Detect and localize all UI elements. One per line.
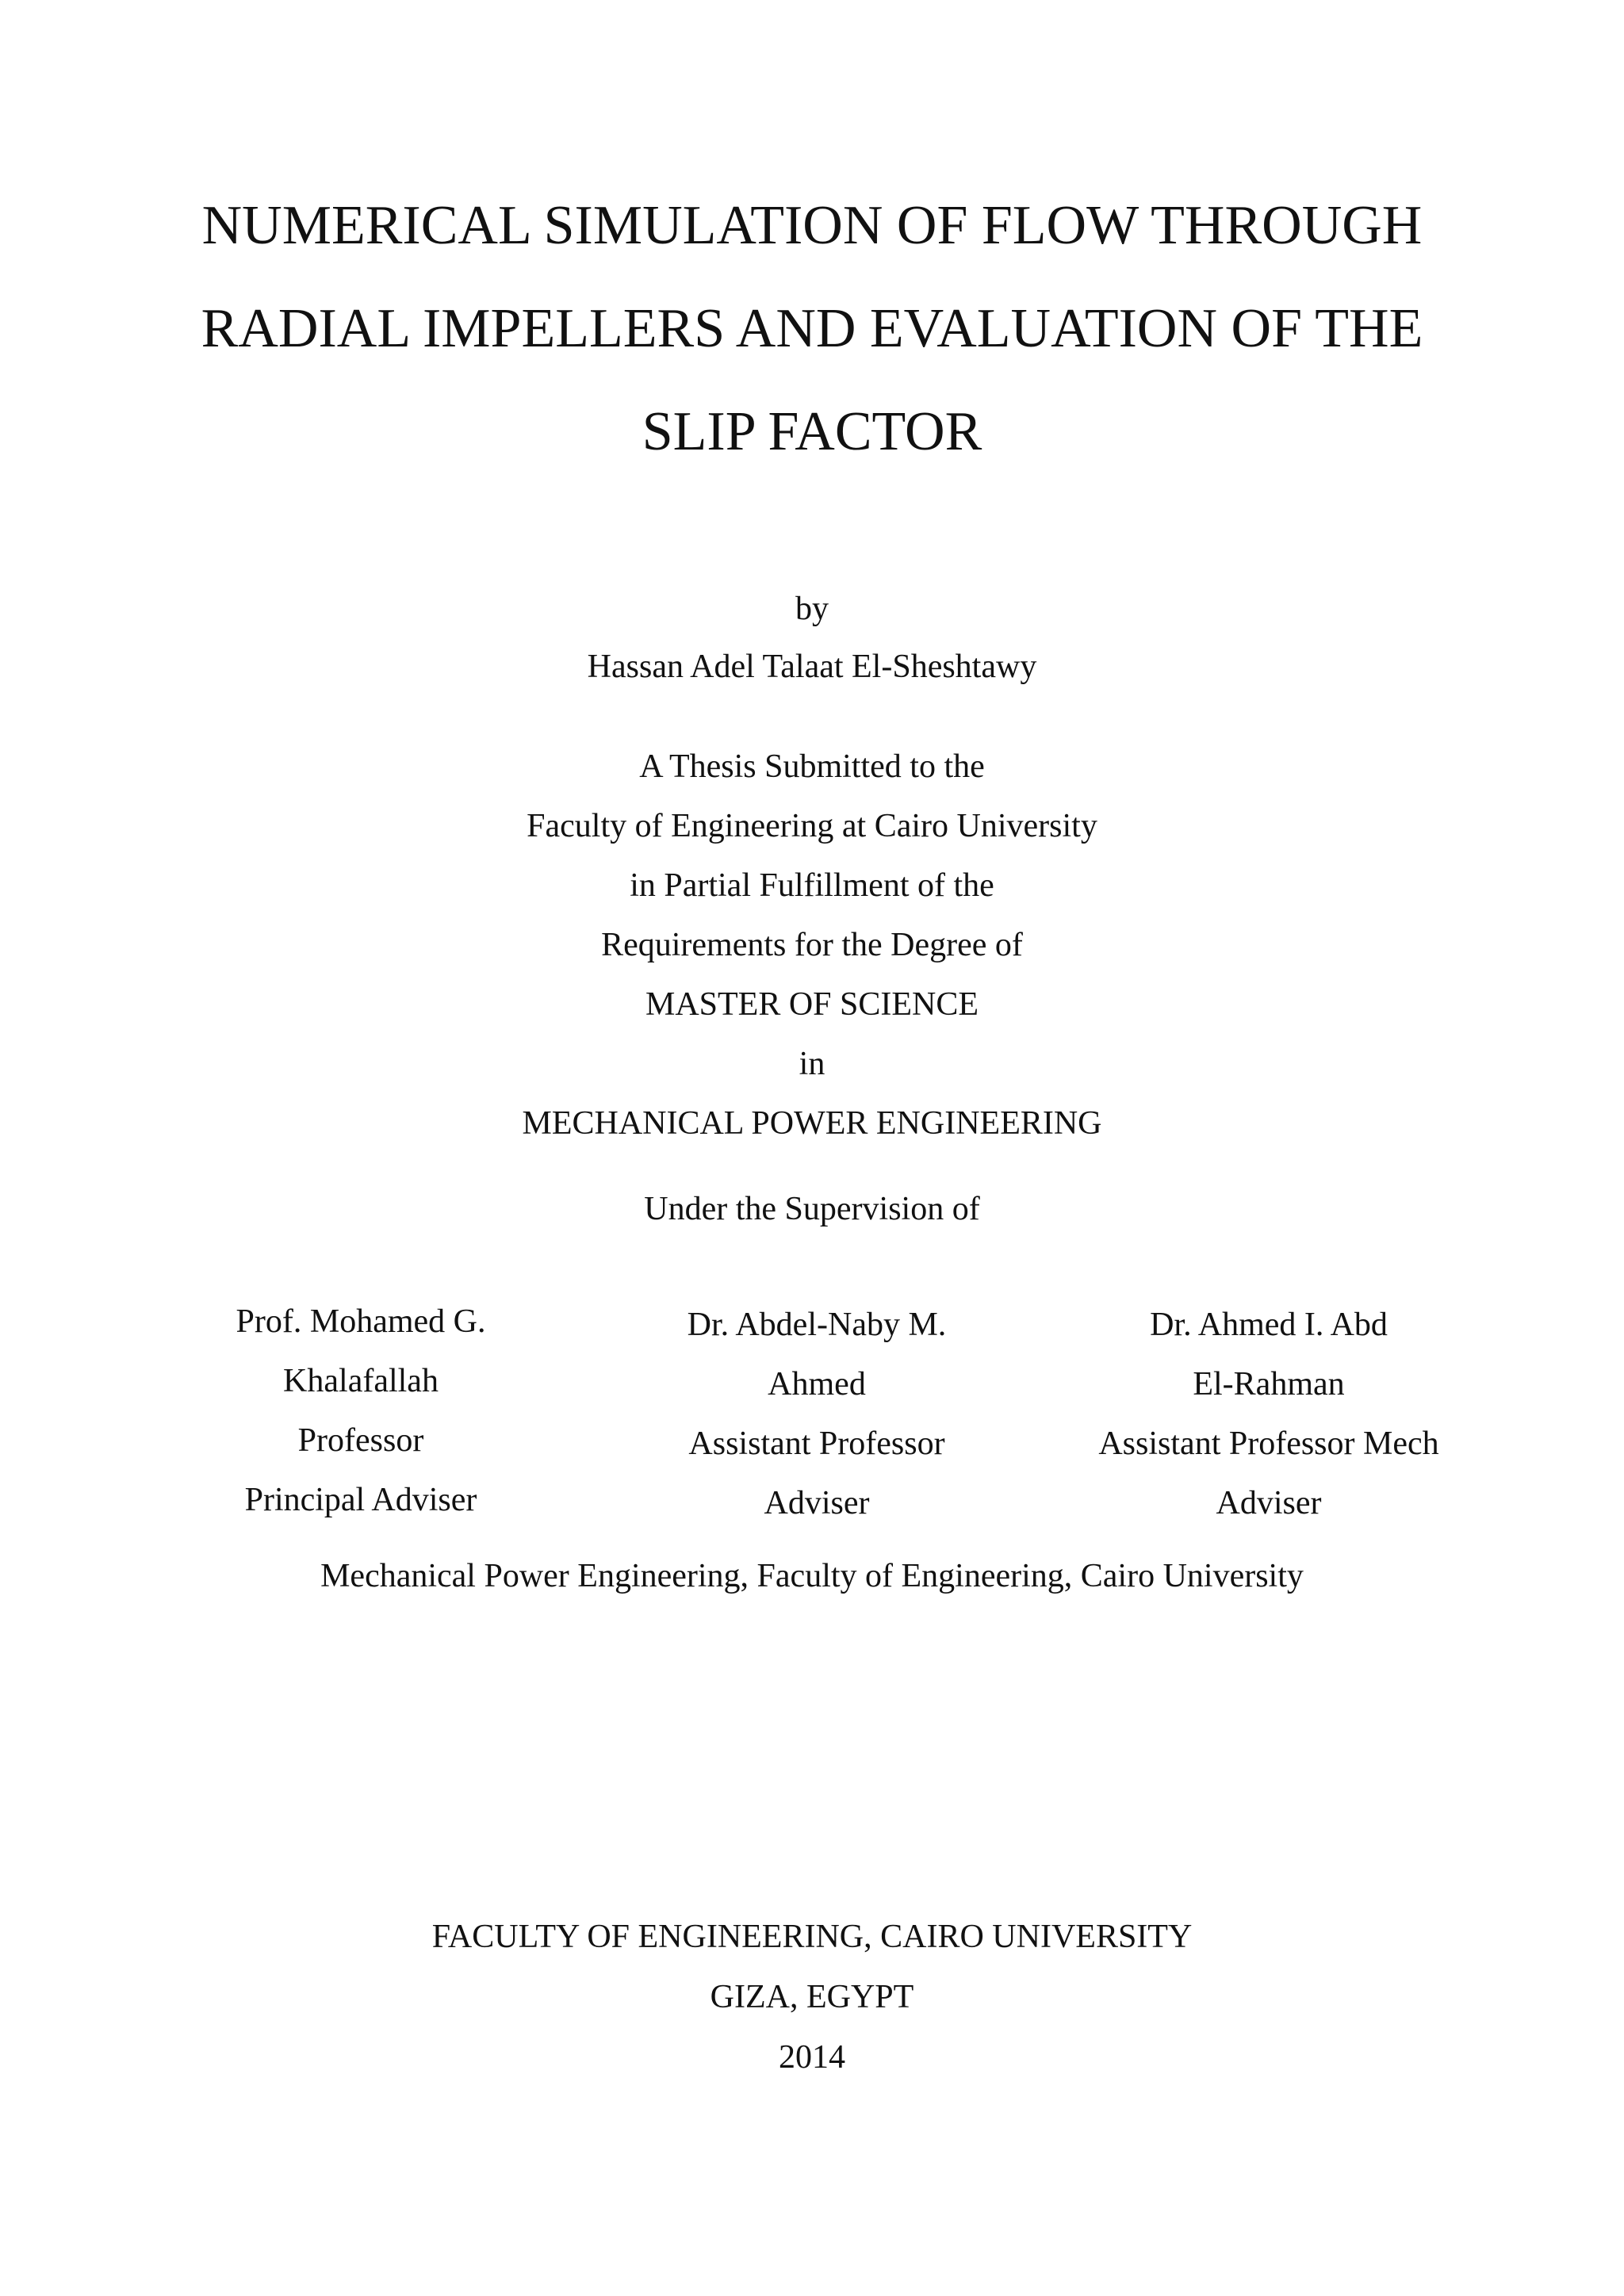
adviser-position: Professor	[297, 1422, 424, 1459]
adviser-name: Prof. Mohamed G.	[236, 1303, 486, 1340]
submission-line-1: A Thesis Submitted to the	[639, 748, 985, 785]
thesis-title-line-3: SLIP FACTOR	[642, 401, 982, 462]
adviser-position: Assistant Professor Mech	[1098, 1425, 1439, 1462]
by-label: by	[795, 591, 829, 627]
submission-line-6: in	[799, 1046, 825, 1082]
advisers-row	[0, 1292, 1624, 1530]
adviser-name-cont: Khalafallah	[283, 1363, 439, 1399]
adviser-position: Assistant Professor	[688, 1425, 945, 1462]
degree-name: MASTER OF SCIENCE	[645, 986, 979, 1023]
publication-year: 2014	[779, 2039, 845, 2076]
adviser-card-3	[1071, 1295, 1467, 1533]
institution-location: GIZA, EGYPT	[710, 1979, 914, 2015]
submission-line-4: Requirements for the Degree of	[601, 927, 1023, 963]
department-line: Mechanical Power Engineering, Faculty of Engineering, Cairo University	[320, 1558, 1304, 1594]
adviser-role: Principal Adviser	[244, 1482, 477, 1518]
degree-field: MECHANICAL POWER ENGINEERING	[522, 1105, 1102, 1142]
thesis-title	[111, 174, 1513, 484]
thesis-title-line-2: RADIAL IMPELLERS AND EVALUATION OF THE	[201, 298, 1423, 359]
submission-line-3: in Partial Fulfillment of the	[630, 867, 994, 904]
submission-statement	[0, 737, 1624, 1154]
adviser-name: Dr. Ahmed I. Abd	[1150, 1307, 1388, 1343]
supervision-label: Under the Supervision of	[644, 1191, 980, 1227]
thesis-title-line-1: NUMERICAL SIMULATION OF FLOW THROUGH	[201, 195, 1423, 256]
institution-name: FACULTY OF ENGINEERING, CAIRO UNIVERSITY	[431, 1919, 1193, 1955]
submission-line-2: Faculty of Engineering at Cairo University	[527, 808, 1097, 844]
institution-footer	[0, 1907, 1624, 2087]
adviser-role: Adviser	[764, 1485, 870, 1521]
author-name: Hassan Adel Talaat El-Sheshtawy	[587, 649, 1037, 685]
adviser-name: Dr. Abdel-Naby M.	[687, 1307, 947, 1343]
adviser-card-1	[182, 1292, 539, 1530]
adviser-name-cont: Ahmed	[768, 1366, 866, 1402]
adviser-role: Adviser	[1216, 1485, 1322, 1521]
adviser-card-2	[634, 1295, 999, 1533]
adviser-name-cont: El-Rahman	[1193, 1366, 1345, 1402]
